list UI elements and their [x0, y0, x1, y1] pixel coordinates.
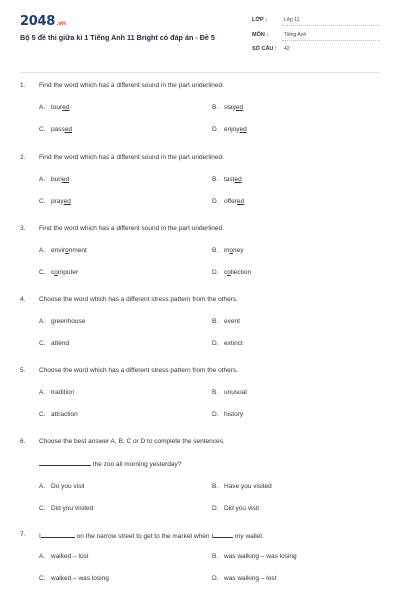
- option-c[interactable]: C. passed: [39, 126, 72, 133]
- question-text: Find the word which has a different sound in the part underlined.: [39, 82, 224, 89]
- answer-blank[interactable]: [213, 531, 233, 538]
- option-b[interactable]: B. event: [212, 318, 240, 325]
- option-c[interactable]: C. attend: [39, 340, 70, 347]
- question-number: 5.: [20, 367, 26, 374]
- option-c[interactable]: C. attraction: [39, 411, 78, 418]
- document-header: [0, 0, 400, 66]
- option-a[interactable]: A. walked – lost: [39, 553, 89, 560]
- option-b[interactable]: B. unusual: [212, 389, 247, 396]
- meta-divider: [282, 25, 380, 26]
- option-d[interactable]: D. offered: [212, 198, 245, 205]
- option-b[interactable]: B. Have you visited: [212, 483, 272, 490]
- option-c[interactable]: C. walked – was losing: [39, 575, 109, 582]
- meta-value: Tiếng Anh: [284, 32, 307, 38]
- logo-suffix: .vn: [55, 20, 66, 27]
- question-text: Choose the word which has a different stress pattern from the others.: [39, 296, 238, 303]
- answer-blank[interactable]: [41, 531, 75, 538]
- option-c[interactable]: C. computer: [39, 269, 79, 276]
- document-title: Bộ 5 đề thi giữa kì 1 Tiếng Anh 11 Bright có đáp án - Đề 5: [20, 33, 215, 42]
- option-a[interactable]: A. buried: [39, 176, 70, 183]
- option-d[interactable]: D. extinct: [212, 340, 243, 347]
- question-number: 7.: [20, 531, 26, 538]
- option-c[interactable]: C. Did you visited: [39, 505, 94, 512]
- option-a[interactable]: A. greenhouse: [39, 318, 86, 325]
- option-b[interactable]: B. stayed: [212, 104, 244, 111]
- question-number: 1.: [20, 82, 26, 89]
- meta-label: LỚP :: [252, 17, 267, 23]
- meta-label: SỐ CÂU :: [252, 46, 277, 52]
- option-b[interactable]: B. was walking – was losing: [212, 553, 297, 560]
- meta-divider: [282, 40, 380, 41]
- question-text: Choose the best answer A, B, C or D to complete the sentences.: [39, 438, 225, 445]
- option-d[interactable]: D. history: [212, 411, 244, 418]
- option-d[interactable]: D. enjoyed: [212, 126, 247, 133]
- meta-value: Lớp 11: [284, 17, 300, 23]
- header-separator: [20, 72, 380, 73]
- option-d[interactable]: D. collection: [212, 269, 252, 276]
- logo-text: 2048: [20, 14, 55, 29]
- option-a[interactable]: A. environment: [39, 247, 87, 254]
- option-b[interactable]: B. money: [212, 247, 244, 254]
- question-number: 4.: [20, 296, 26, 303]
- question-number: 6.: [20, 438, 26, 445]
- option-a[interactable]: A. Do you visit: [39, 483, 85, 490]
- question-text: I on the narrow street to get to the market when I my wallet.: [39, 533, 264, 540]
- option-b[interactable]: B. tasted: [212, 176, 242, 183]
- meta-label: MÔN :: [252, 32, 269, 38]
- question-text: Find the word which has a different sound in the part underlined.: [39, 154, 224, 161]
- option-c[interactable]: C. prayed: [39, 198, 71, 205]
- option-a[interactable]: A. toured: [39, 104, 70, 111]
- meta-value: 42: [284, 46, 290, 52]
- question-number: 2.: [20, 154, 26, 161]
- site-logo[interactable]: [20, 14, 66, 29]
- question-number: 3.: [20, 225, 26, 232]
- question-sentence: the zoo all morning yesterday?: [39, 459, 181, 468]
- question-text: Choose the word which has a different stress pattern from the others.: [39, 367, 238, 374]
- question-text: Find the word which has a different sound in the part underlined.: [39, 225, 224, 232]
- answer-blank[interactable]: [39, 459, 91, 466]
- option-d[interactable]: D. was walking – lost: [212, 575, 277, 582]
- option-a[interactable]: A. tradition: [39, 389, 75, 396]
- option-d[interactable]: D. Did you visit: [212, 505, 260, 512]
